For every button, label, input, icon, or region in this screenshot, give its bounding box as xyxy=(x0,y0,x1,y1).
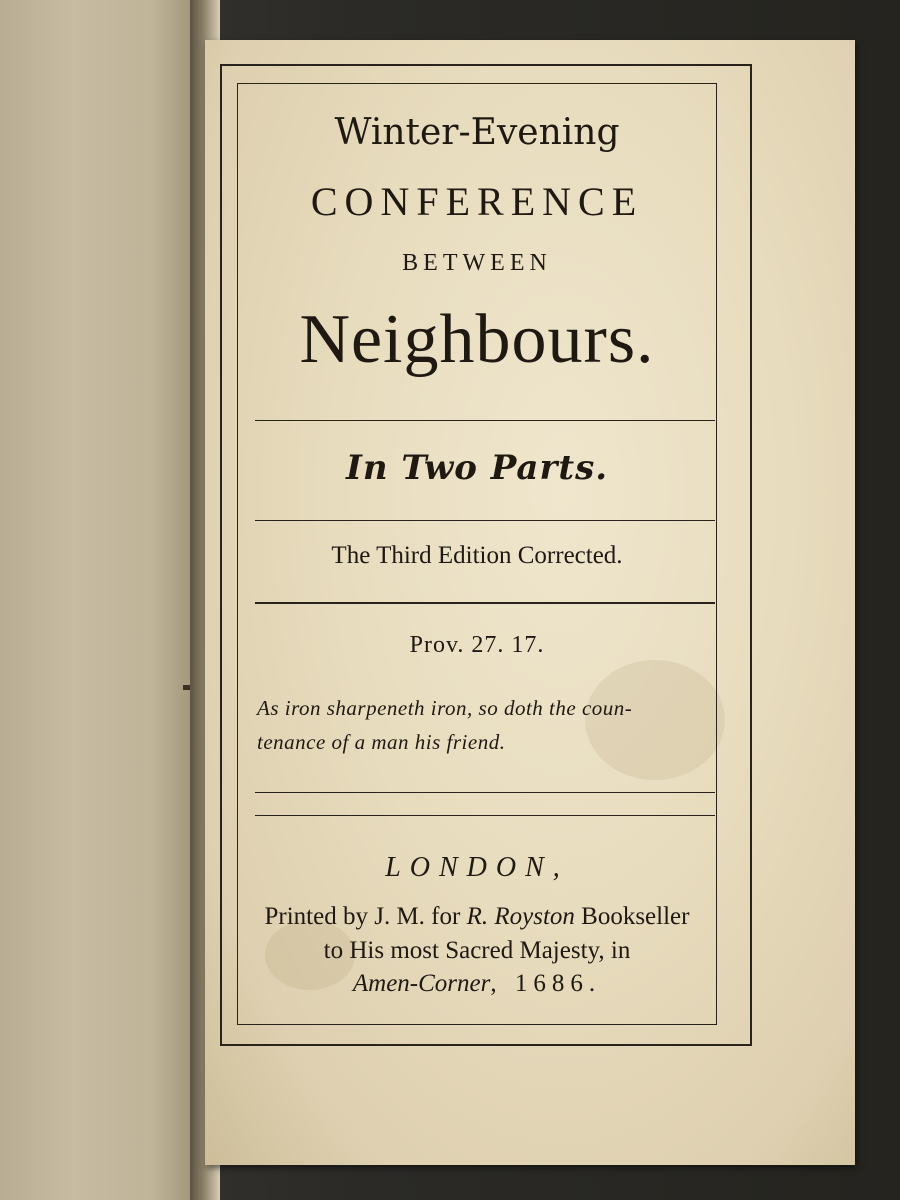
divider-rule xyxy=(255,815,715,816)
parts-line: In Two Parts. xyxy=(345,448,609,488)
quote-line-2: tenance of a man his friend. xyxy=(257,730,506,754)
title-line-4: Neighbours. xyxy=(299,301,655,378)
quote-line-1: As iron sharpeneth iron, so doth the coun- xyxy=(257,696,633,720)
imprint-printer: Printed by J. M. for xyxy=(264,903,467,930)
divider-rule xyxy=(255,520,715,521)
imprint-line-1 xyxy=(237,903,717,931)
divider-rule xyxy=(255,602,715,604)
title-line-1: Winter-Evening xyxy=(334,112,620,153)
scripture-reference: Prov. 27. 17. xyxy=(409,632,545,658)
imprint-year: , 1686. xyxy=(490,970,602,997)
imprint-bookseller-name: R. Royston xyxy=(466,903,575,930)
divider-rule xyxy=(255,420,715,421)
imprint-place: LONDON, xyxy=(385,852,569,883)
imprint-bookseller: Bookseller xyxy=(574,903,690,930)
left-endpaper xyxy=(0,0,205,1200)
imprint-line-2: to His most Sacred Majesty, in xyxy=(323,937,631,964)
imprint-location: Amen-Corner xyxy=(352,970,491,997)
title-line-2: CONFERENCE xyxy=(310,179,644,224)
divider-rule xyxy=(255,792,715,793)
title-page xyxy=(205,40,855,1165)
title-line-3: BETWEEN xyxy=(402,250,552,276)
edition-line: The Third Edition Corrected. xyxy=(331,542,623,569)
imprint-line-3 xyxy=(237,970,717,998)
